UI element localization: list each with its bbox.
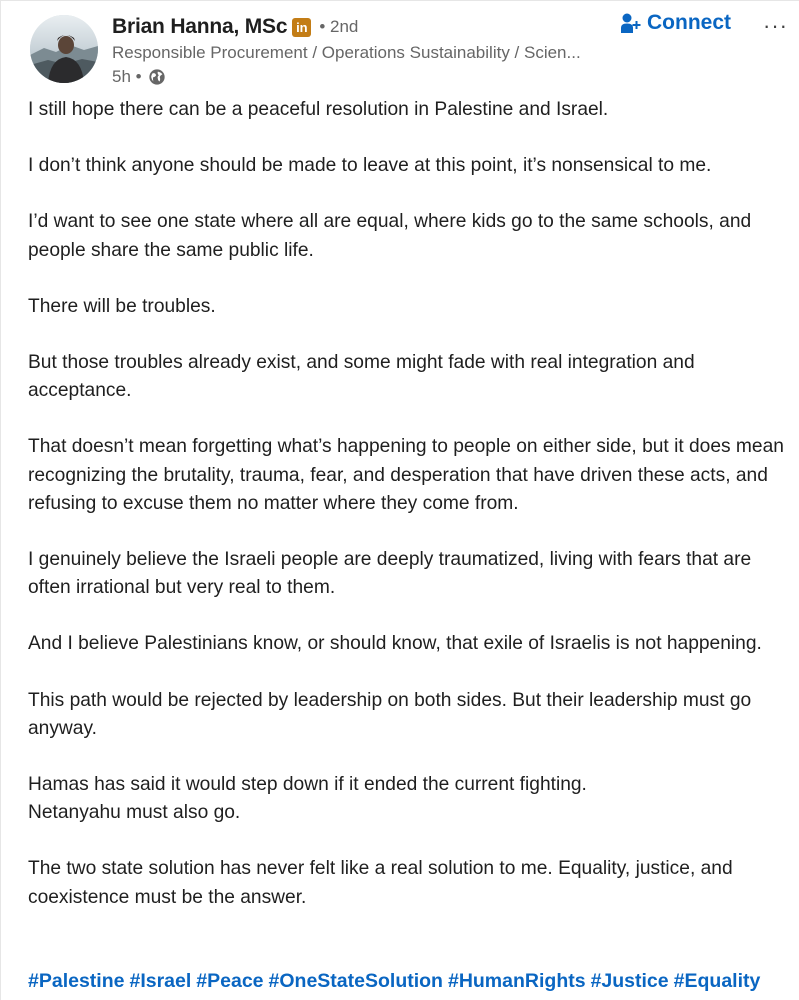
more-options-icon[interactable]: ··· — [763, 13, 788, 38]
post-paragraph — [28, 349, 788, 405]
author-headline: Responsible Procurement / Operations Sustainability / Scien... — [112, 43, 581, 62]
avatar[interactable] — [30, 15, 98, 83]
post-paragraph — [28, 433, 788, 518]
post-paragraph — [28, 630, 788, 658]
hashtag-link[interactable]: #HumanRights — [447, 970, 586, 992]
connect-button[interactable] — [621, 11, 731, 35]
post-paragraph — [28, 96, 788, 124]
name-row — [112, 13, 632, 41]
post-paragraph — [28, 293, 788, 321]
post-text-line: I genuinely believe the Israeli people are deeply traumatized, living with fears that are often irrational but very real to them. — [28, 549, 752, 599]
author-name[interactable]: Brian Hanna, MSc — [112, 15, 288, 38]
post-text-line: This path would be rejected by leadership on both sides. But their leadership must go anyway. — [28, 689, 752, 739]
post-time: 5h • — [112, 67, 142, 86]
post-paragraph — [28, 855, 788, 911]
linkedin-premium-badge-icon: in — [292, 18, 311, 37]
post-paragraph — [28, 771, 788, 827]
globe-icon — [148, 68, 166, 86]
post-paragraph — [28, 152, 788, 180]
hashtag-link[interactable]: #Israel — [129, 970, 192, 992]
hashtag-list — [28, 967, 799, 995]
author-block — [112, 13, 632, 89]
post-text-line: I’d want to see one state where all are equal, where kids go to the same schools, and people share the same public life. — [28, 211, 752, 261]
post-text-line: Netanyahu must also go. — [28, 802, 241, 824]
post-paragraph — [28, 546, 788, 602]
post-text-line: But those troubles already exist, and some might fade with real integration and acceptance. — [28, 352, 695, 402]
post-text-line: Hamas has said it would step down if it ended the current fighting. — [28, 774, 587, 796]
hashtag-link[interactable]: #OneStateSolution — [268, 970, 443, 992]
post-paragraph — [28, 208, 788, 264]
avatar-photo — [30, 15, 98, 83]
post-text-line: I still hope there can be a peaceful resolution in Palestine and Israel. — [28, 99, 609, 120]
hashtag-link[interactable]: #Equality — [673, 970, 761, 992]
hashtag-link[interactable]: #Peace — [196, 970, 264, 992]
connect-label: Connect — [647, 11, 731, 34]
connection-degree: • 2nd — [319, 17, 359, 36]
post-text-line: That doesn’t mean forgetting what’s happening to people on either side, but it does mean recognizing the brutality, trauma, fear, and desperation that have driven these acts, and refusing to excuse them no matter where they come from. — [28, 436, 784, 514]
post-meta — [112, 65, 632, 89]
post-text-line: I don’t think anyone should be made to leave at this point, it’s nonsensical to me. — [28, 155, 712, 177]
hashtag-link[interactable]: #Palestine — [28, 970, 125, 992]
post-text-line: The two state solution has never felt like a real solution to me. Equality, justice, and coexistence must be the answer. — [28, 858, 733, 908]
post-text-line: And I believe Palestinians know, or should know, that exile of Israelis is not happening. — [28, 633, 762, 655]
post-paragraph — [28, 687, 788, 743]
hashtag-link[interactable]: #Justice — [590, 970, 669, 992]
post-body — [28, 96, 788, 940]
post-text-line: There will be troubles. — [28, 295, 216, 317]
add-person-icon — [621, 12, 641, 34]
